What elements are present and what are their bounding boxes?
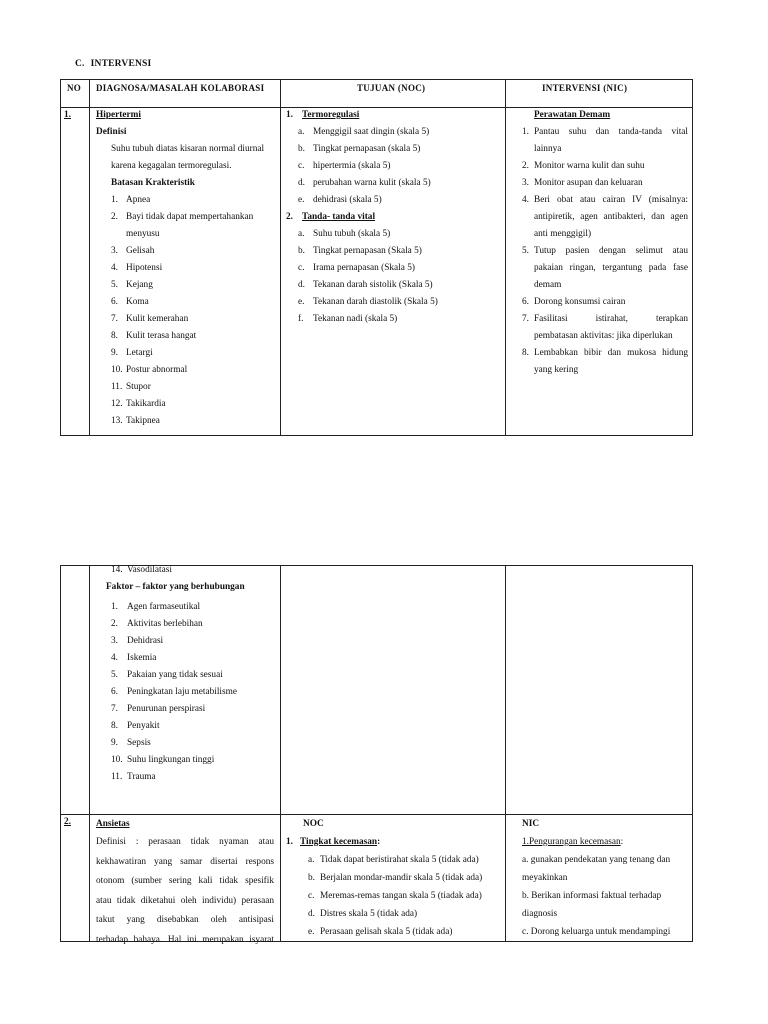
list-item [522,311,688,328]
list-item-text: Stupor [126,382,151,392]
list-item-number: 5. [111,670,118,680]
list-item [111,345,276,362]
text-line: b. Berikan informasi faktual terhadap [522,891,662,901]
list-item-text: Tingkat pernapasan (Skala 5) [313,246,422,256]
noc-group-1-title [286,107,501,124]
definition-label: Definisi [96,127,127,137]
row1-number: 1. [64,110,71,120]
list-item [522,277,688,294]
nic-list [522,124,688,379]
list-item [522,209,688,226]
text-line: kekhawatiran yang samar disertai respons [96,856,274,867]
list-item-text: Kejang [126,280,153,290]
list-item [522,158,688,175]
list-item-number: 4. [111,653,118,663]
list-item-text: Tekanan nadi (skala 5) [313,314,398,324]
list-item-text: Monitor asupan dan keluaran [534,178,643,188]
list-item [298,175,501,192]
list-item [111,277,276,294]
list-item-number: 13. [111,416,123,426]
list-item [111,599,276,616]
list-item-number: b. [298,144,305,154]
list-item-text: Monitor warna kulit dan suhu [534,161,645,171]
list-item-number: a. [308,855,315,865]
row2-tujuan-cell [286,815,501,941]
list-item-text: hipertermia (skala 5) [313,161,391,171]
list-item-text: Tekanan darah diastolik (Skala 5) [313,297,438,307]
row1-tujuan-cell [286,107,501,328]
list-item-number: 12. [111,399,123,409]
list-item-number: e. [308,927,315,937]
list-item [522,328,688,345]
related-factors-list [96,599,276,786]
list-item-number: 7. [111,314,118,324]
list-item [308,905,501,923]
list-item-text: lainnya [534,144,562,154]
list-item-number: 2. [522,161,529,171]
list-item-number: 3. [522,178,529,188]
list-item-number: 6. [111,687,118,697]
list-item-number: 2. [111,212,118,222]
list-item [111,701,276,718]
list-item-number: 8. [111,331,118,341]
list-item [111,396,276,413]
list-item [308,869,501,887]
list-item-number: 14. [111,565,123,575]
list-item-text: Kulit terasa hangat [126,331,197,341]
noc-group-1-number: 1. [286,110,293,120]
list-item-number: 2. [111,619,118,629]
list-item [111,362,276,379]
list-item [298,158,501,175]
list-item-number: 8. [522,348,529,358]
list-item-text: Vasodilatasi [127,565,172,575]
list-item-text: Beri obat atau cairan IV (misalnya: [534,195,688,205]
list-item-text: Trauma [127,772,156,782]
list-item-number: d. [308,909,315,919]
list-item [522,345,688,362]
list-item-text: menyusu [126,229,160,239]
list-item [111,769,276,786]
list-item-number: 8. [111,721,118,731]
header-intervensi: INTERVENSI (NIC) [542,83,628,93]
list-item [522,192,688,209]
characteristics-list [96,192,276,430]
list-item-text: Pantau suhu dan tanda-tanda vital [534,127,688,137]
nic-group-1-title [522,833,692,851]
noc-group-2-number: 2. [286,212,293,222]
nic-group-1-label: 1.Pengurangan kecemasan [522,837,621,847]
text-line: otonom (sumber sering kali tidak spesifik [96,876,274,886]
list-item [298,260,501,277]
noc-group-1-suffix: : [377,837,381,847]
nic-group-1-suffix: : [620,837,624,847]
list-item-text: Suhu lingkungan tinggi [127,755,215,765]
list-item-number: 3. [111,636,118,646]
list-item-text: Pakaian yang tidak sesuai [127,670,223,680]
list-item-number: f. [298,314,304,324]
list-item [111,226,276,243]
list-item [522,294,688,311]
list-item-text: Perasaan gelisah skala 5 (tidak ada) [320,927,453,937]
row2-intervensi-cell [522,815,692,941]
list-item-text: demam [534,280,562,290]
list-item [96,562,276,579]
list-item [111,718,276,735]
list-item [111,684,276,701]
text-line: diagnosis [522,909,558,919]
list-item-number: d. [298,178,305,188]
definition-text [96,141,276,175]
list-item [298,277,501,294]
list-item-text: Fasilitasi istirahat, terapkan [534,314,688,324]
continuation-diagnosa-cell [96,562,276,786]
list-item-text: Agen farmaseutikal [127,602,201,612]
row2-number: 2. [64,817,71,827]
list-item-text: Sepsis [127,738,151,748]
list-item-text: Takikardia [126,399,166,409]
list-item-text: Tutup pasien dengan selimut atau [534,246,688,256]
list-item [111,379,276,396]
list-item-text: Penurunan perspirasi [127,704,206,714]
characteristics-label: Batasan Krakteristik [111,178,195,188]
list-item [298,141,501,158]
section-number: C. [75,59,85,69]
row1-intervensi-cell [522,107,688,379]
list-item-number: 10. [111,365,123,375]
noc-group-2-title [286,209,501,226]
list-item [308,887,501,905]
list-item-text: Irama pernapasan (Skala 5) [313,263,415,273]
related-factors-label: Faktor – faktor yang berhubungan [106,582,245,592]
list-item [111,752,276,769]
list-item [298,192,501,209]
nic-lines [522,851,692,941]
list-item-text: Meremas-remas tangan skala 5 (tiadak ada) [320,891,482,901]
list-item-text: Koma [126,297,149,307]
list-item-number: b. [308,873,315,883]
text-line: c. Dorong keluarga untuk mendampingi [522,927,671,937]
noc-group-2-list [286,226,501,328]
list-item [308,851,501,869]
list-item-number: e. [298,195,305,205]
list-item [522,243,688,260]
noc-group-2-label: Tanda- tanda vital [302,212,376,222]
text-line: Suhu tubuh diatas kisaran normal diurnal [111,144,265,154]
list-item-text: dehidrasi (skala 5) [313,195,382,205]
list-item-number: e. [298,297,305,307]
list-item [298,311,501,328]
noc-group-1-list [286,851,501,941]
noc-group-1-title [286,833,501,851]
list-item-number: 6. [111,297,118,307]
list-item [111,192,276,209]
list-item-number: 5. [522,246,529,256]
noc-label: NOC [303,819,324,829]
list-item-text: Menggigil saat dingin (skala 5) [313,127,430,137]
list-item-number: 7. [522,314,529,324]
list-item-number: 4. [111,263,118,273]
list-item-number: 1. [111,195,118,205]
list-item-text: Aktivitas berlebihan [127,619,203,629]
diagnosis-title: Ansietas [96,819,130,829]
list-item-text: Lembabkan bibir dan mukosa hidung [534,348,688,358]
list-item-text: Tingkat pernapasan (skala 5) [313,144,421,154]
list-item-number: 9. [111,348,118,358]
header-diagnosa: DIAGNOSA/MASALAH KOLABORASI [96,83,265,93]
list-item [111,413,276,430]
diagnosis-title: Hipertermi [96,110,141,120]
list-item-text: Letargi [126,348,153,358]
list-item [111,243,276,260]
list-item-text: pembatasan aktivitas: jika diperlukan [534,331,673,341]
list-item-number: b. [298,246,305,256]
list-item-text: Penyakit [127,721,160,731]
nic-title: Perawatan Demam [534,110,611,120]
text-line: meyakinkan [522,873,568,883]
row2-diagnosa-cell [96,815,276,950]
list-item-number: 3. [111,246,118,256]
text-line: takut yang disebabkan oleh antisipasi [96,915,274,925]
intervention-table-1 [60,79,693,436]
list-item-text: Peningkatan laju metabilisme [127,687,237,697]
list-item-text: Dorong konsumsi cairan [534,297,626,307]
noc-group-1-number: 1. [286,837,293,847]
list-item [298,226,501,243]
section-title: INTERVENSI [90,59,152,69]
list-item-number: 11. [111,772,123,782]
list-item-number: 10. [111,755,123,765]
noc-group-1-label: Termoregulasi [302,110,360,120]
list-item [522,175,688,192]
list-item-text: Berjalan mondar-mandir skala 5 (tidak ada) [320,873,483,883]
list-item [308,923,501,941]
list-item [298,124,501,141]
list-item-number: 4. [522,195,529,205]
list-item [111,633,276,650]
noc-group-1-label: Tingkat kecemasan [300,837,378,847]
text-line: terhadap bahaya. Hal ini merupakan isyarat [96,934,274,945]
header-no: NO [67,83,82,93]
list-item-number: 1. [522,127,529,137]
list-item [298,243,501,260]
list-item-number: a. [298,127,305,137]
list-item-text: Kulit kemerahan [126,314,189,324]
list-item-text: Distres skala 5 (tidak ada) [320,909,418,919]
list-item-number: 5. [111,280,118,290]
definition-text [96,833,276,950]
text-line: Definisi : perasaan tidak nyaman atau [96,837,274,847]
text-line: atau tidak diketahui oleh individu) perasaan [96,895,274,906]
list-item-number: 7. [111,704,118,714]
list-item-text: Gelisah [126,246,155,256]
list-item-number: a. [298,229,305,239]
list-item-number: c. [298,263,305,273]
list-item [522,362,688,379]
list-item [111,650,276,667]
list-item [111,311,276,328]
header-tujuan: TUJUAN (NOC) [357,83,426,93]
noc-group-1-list [286,124,501,209]
list-item-text: Dehidrasi [127,636,164,646]
list-item-text: pakaian ringan, tergantung pada fase [534,263,688,273]
list-item-text: perubahan warna kulit (skala 5) [313,178,431,188]
list-item-text: Hipotensi [126,263,163,273]
list-item-text: Iskemia [127,653,157,663]
intervention-table-2 [60,565,693,945]
list-item-text: Apnea [126,195,151,205]
list-item-text: Takipnea [126,416,160,426]
list-item-number: c. [308,891,315,901]
list-item [111,328,276,345]
list-item [298,294,501,311]
text-line: a. gunakan pendekatan yang tenang dan [522,855,671,865]
list-item-text: Tidak dapat beristirahat skala 5 (tidak ada) [320,855,479,865]
list-item-number: 1. [111,602,118,612]
list-item-text: Tekanan darah sistolik (Skala 5) [313,280,433,290]
list-item [111,667,276,684]
list-item-number: 11. [111,382,123,392]
list-item-text: Postur abnormal [126,365,188,375]
section-heading [75,59,151,69]
nic-label: NIC [522,819,540,829]
list-item [522,141,688,158]
list-item [111,209,276,226]
list-item [522,226,688,243]
text-line: karena kegagalan termoregulasi. [111,161,232,171]
list-item-text: Bayi tidak dapat mempertahankan [126,212,254,222]
list-item-number: c. [298,161,305,171]
list-item-number: 6. [522,297,529,307]
list-item-text: yang kering [534,365,579,375]
list-item [522,124,688,141]
list-item-text: Suhu tubuh (skala 5) [313,229,391,239]
list-item [111,616,276,633]
list-item-text: antipiretik, agen antibakteri, dan agen [534,212,688,222]
list-item [111,735,276,752]
list-item [111,294,276,311]
row1-diagnosa-cell [96,107,276,430]
list-item [522,260,688,277]
list-item-text: anti menggigil) [534,229,592,239]
list-item [111,260,276,277]
list-item-number: d. [298,280,305,290]
list-item-number: 9. [111,738,118,748]
